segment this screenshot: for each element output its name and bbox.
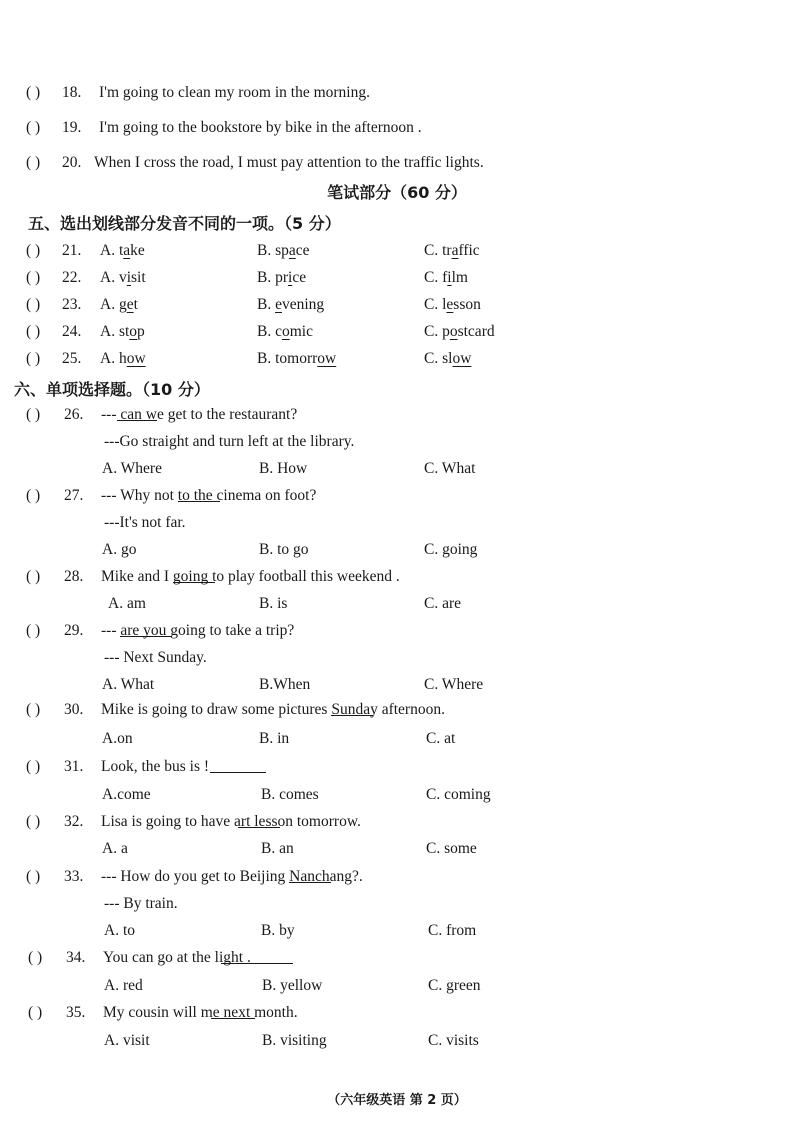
page-footer: （六年级英语 第 2 页） <box>327 1093 467 1108</box>
option-a[interactable]: A. go <box>102 541 137 558</box>
option-c[interactable]: C. from <box>428 922 477 939</box>
option-c[interactable]: C. visits <box>428 1032 479 1049</box>
underlined-letters: o <box>281 323 290 340</box>
answer-blank[interactable] <box>173 568 215 583</box>
option-a[interactable]: A. to <box>104 922 135 939</box>
question-number: 21. <box>62 242 82 259</box>
option-c[interactable] <box>424 323 495 341</box>
answer-paren[interactable]: ( ) <box>26 242 41 259</box>
answer-blank[interactable] <box>211 1004 255 1019</box>
option-a[interactable]: A.come <box>102 786 151 803</box>
option-c[interactable]: C. are <box>424 595 462 612</box>
question-32 <box>0 813 794 839</box>
opt-post: ffic <box>458 242 480 259</box>
option-b[interactable] <box>257 323 313 341</box>
answer-paren[interactable]: ( ) <box>28 1004 43 1021</box>
stem-pre: --- How do you get to Beijing <box>101 868 290 885</box>
question-number: 23. <box>62 296 82 313</box>
stem-pre: Mike is going to draw some pictures <box>101 701 332 718</box>
opt-pre: C. sl <box>424 350 453 367</box>
opt-pre: A. t <box>100 242 124 259</box>
response-line: --- Next Sunday. <box>104 649 207 666</box>
stem-post: can we get to the restaurant? <box>116 406 298 423</box>
question-text: I'm going to the bookstore by bike in the afternoon . <box>99 119 422 136</box>
question-22 <box>0 269 794 295</box>
response-line: ---Go straight and turn left at the library. <box>104 433 355 450</box>
option-b[interactable]: B. an <box>261 840 294 857</box>
option-c[interactable]: C. some <box>426 840 477 857</box>
question-26-options <box>0 460 794 486</box>
opt-pre: C. p <box>424 323 450 340</box>
option-a[interactable] <box>100 323 145 341</box>
answer-blank[interactable] <box>289 868 331 883</box>
response-line: ---It's not far. <box>104 514 186 531</box>
opt-post: sit <box>131 269 146 286</box>
question-35 <box>0 1004 794 1030</box>
option-b[interactable]: B. yellow <box>262 977 323 994</box>
stem-post: are you going to take a trip? <box>120 622 295 639</box>
option-a[interactable]: A. am <box>108 595 146 612</box>
question-29-options <box>0 676 794 702</box>
section-6-heading: 六、单项选择题。（10 分） <box>14 380 210 399</box>
opt-pre: B. sp <box>257 242 289 259</box>
stem-post: Sunday afternoon. <box>331 701 445 718</box>
question-number: 32. <box>64 813 84 830</box>
written-section-title: 笔试部分（60 分） <box>327 183 467 202</box>
opt-pre: A. st <box>100 323 130 340</box>
question-30 <box>0 701 794 727</box>
question-27 <box>0 487 794 513</box>
opt-post: vening <box>281 296 325 313</box>
option-c[interactable]: C. going <box>424 541 478 558</box>
underlined-letters: i <box>288 269 293 286</box>
option-a[interactable]: A. a <box>102 840 128 857</box>
question-29-response <box>0 649 794 675</box>
question-number: 19. <box>62 119 82 136</box>
opt-post: sson <box>453 296 481 313</box>
answer-blank[interactable] <box>210 758 266 773</box>
answer-blank[interactable] <box>178 487 220 502</box>
stem-pre: Look, the bus is <box>101 758 204 775</box>
stem-post: Nanchang?. <box>289 868 363 885</box>
option-c[interactable] <box>424 242 480 260</box>
question-number: 29. <box>64 622 84 639</box>
opt-pre: B. tomorr <box>257 350 318 367</box>
question-18 <box>0 84 794 110</box>
opt-post: ke <box>130 242 145 259</box>
answer-paren[interactable]: ( ) <box>26 622 41 639</box>
section-5-heading: 五、选出划线部分发音不同的一项。（5 分） <box>28 214 341 233</box>
answer-paren[interactable]: ( ) <box>26 568 41 585</box>
option-b[interactable]: B. comes <box>261 786 319 803</box>
question-27-response <box>0 514 794 540</box>
opt-pre: A. g <box>100 296 127 313</box>
option-b[interactable]: B. in <box>259 730 290 747</box>
question-number: 31. <box>64 758 84 775</box>
option-a[interactable]: A. visit <box>104 1032 150 1049</box>
underlined-letters: o <box>129 323 138 340</box>
answer-paren[interactable]: ( ) <box>28 949 43 966</box>
answer-blank[interactable] <box>117 406 157 421</box>
option-b[interactable] <box>257 269 306 287</box>
answer-paren[interactable]: ( ) <box>26 119 41 136</box>
option-b[interactable]: B.When <box>259 676 311 693</box>
opt-post: ce <box>295 242 310 259</box>
question-20 <box>0 154 794 180</box>
underlined-letters: a <box>123 242 131 259</box>
question-number: 24. <box>62 323 82 340</box>
question-34-options <box>0 977 794 1003</box>
option-a[interactable] <box>100 269 146 287</box>
option-c[interactable] <box>424 350 471 368</box>
question-27-options <box>0 541 794 567</box>
opt-post: t <box>133 296 138 313</box>
answer-paren[interactable]: ( ) <box>26 868 41 885</box>
opt-pre: B. <box>257 296 276 313</box>
question-24 <box>0 323 794 349</box>
option-c[interactable]: C. Where <box>424 676 484 693</box>
stem-post: going to play football this weekend . <box>172 568 400 585</box>
option-c[interactable]: C. at <box>426 730 456 747</box>
stem-post: art lesson tomorrow. <box>234 813 361 830</box>
opt-post: mic <box>289 323 313 340</box>
underlined-letters: i <box>126 269 132 286</box>
answer-paren[interactable]: ( ) <box>26 758 41 775</box>
underlined-letters: a <box>288 242 296 259</box>
question-number: 27. <box>64 487 84 504</box>
stem-pre: --- <box>101 622 121 639</box>
question-34 <box>0 949 794 975</box>
option-a[interactable]: A. red <box>104 977 143 994</box>
question-31-options <box>0 786 794 812</box>
underlined-letters: a <box>451 242 459 259</box>
stem-pre: My cousin will <box>103 1004 201 1021</box>
question-25 <box>0 350 794 376</box>
stem-pre: Lisa is going to have <box>101 813 235 830</box>
question-text: I'm going to clean my room in the morning. <box>99 84 370 101</box>
opt-post: stcard <box>457 323 495 340</box>
opt-pre: C. tr <box>424 242 452 259</box>
option-c[interactable] <box>424 269 468 287</box>
underlined-letters: ow <box>452 350 472 367</box>
opt-post: lm <box>451 269 468 286</box>
question-number: 28. <box>64 568 84 585</box>
option-c[interactable] <box>424 296 481 314</box>
response-line: --- By train. <box>104 895 178 912</box>
option-a[interactable]: A.on <box>102 730 133 747</box>
underlined-letters: ow <box>317 350 337 367</box>
opt-pre: C. l <box>424 296 447 313</box>
opt-pre: A. v <box>100 269 127 286</box>
question-35-options <box>0 1032 794 1058</box>
question-number: 18. <box>62 84 82 101</box>
question-30-options <box>0 730 794 756</box>
answer-paren[interactable]: ( ) <box>26 701 41 718</box>
underlined-letters: i <box>447 269 452 286</box>
answer-paren[interactable]: ( ) <box>26 296 41 313</box>
answer-paren[interactable]: ( ) <box>26 487 41 504</box>
underlined-letters: e <box>126 296 134 313</box>
underlined-letters: e <box>275 296 282 313</box>
opt-pre: C. f <box>424 269 448 286</box>
answer-blank[interactable] <box>221 949 293 964</box>
question-number: 22. <box>62 269 82 286</box>
question-number: 26. <box>64 406 84 423</box>
option-b[interactable]: B. How <box>259 460 308 477</box>
underlined-letters: ow <box>126 350 146 367</box>
question-number: 25. <box>62 350 82 367</box>
option-b[interactable]: B. is <box>259 595 288 612</box>
underlined-letters: e <box>446 296 454 313</box>
option-b[interactable] <box>257 242 310 260</box>
question-26-response <box>0 433 794 459</box>
option-a[interactable] <box>100 350 146 368</box>
option-b[interactable]: B. by <box>261 922 295 939</box>
stem-post: ! <box>203 758 210 775</box>
question-19 <box>0 119 794 145</box>
answer-paren[interactable]: ( ) <box>26 84 41 101</box>
answer-paren[interactable]: ( ) <box>26 350 41 367</box>
answer-blank[interactable] <box>238 813 280 828</box>
option-b[interactable] <box>257 296 324 314</box>
option-a[interactable] <box>100 242 145 260</box>
stem-post: light . <box>214 949 251 966</box>
question-23 <box>0 296 794 322</box>
question-28 <box>0 568 794 594</box>
option-c[interactable]: C. What <box>424 460 476 477</box>
question-28-options <box>0 595 794 621</box>
answer-blank[interactable] <box>331 701 373 716</box>
answer-paren[interactable]: ( ) <box>26 406 41 423</box>
option-b[interactable]: B. visiting <box>262 1032 327 1049</box>
question-32-options <box>0 840 794 866</box>
question-21 <box>0 242 794 268</box>
question-number: 30. <box>64 701 84 718</box>
stem-pre: --- <box>101 406 117 423</box>
question-33-options <box>0 922 794 948</box>
underlined-letters: o <box>449 323 458 340</box>
opt-post: p <box>137 323 145 340</box>
question-number: 33. <box>64 868 84 885</box>
question-31 <box>0 758 794 784</box>
option-b[interactable] <box>257 350 336 368</box>
stem-pre: You can go at the <box>103 949 215 966</box>
answer-paren[interactable]: ( ) <box>26 154 41 171</box>
opt-post: ce <box>292 269 307 286</box>
stem-post: to the cinema on foot? <box>177 487 317 504</box>
stem-post: me next month. <box>200 1004 298 1021</box>
answer-blank[interactable] <box>120 622 172 637</box>
option-b[interactable]: B. to go <box>259 541 309 558</box>
answer-paren[interactable]: ( ) <box>26 323 41 340</box>
question-number: 35. <box>66 1004 86 1021</box>
question-text: When I cross the road, I must pay attention to the traffic lights. <box>94 154 484 171</box>
stem-pre: Mike and I <box>101 568 173 585</box>
question-number: 20. <box>62 154 82 171</box>
option-a[interactable] <box>100 296 138 314</box>
answer-paren[interactable]: ( ) <box>26 813 41 830</box>
opt-pre: B. c <box>257 323 282 340</box>
question-33 <box>0 868 794 894</box>
question-29 <box>0 622 794 648</box>
opt-pre: B. pr <box>257 269 288 286</box>
opt-pre: A. h <box>100 350 127 367</box>
stem-pre: --- Why not <box>101 487 178 504</box>
question-26 <box>0 406 794 432</box>
option-c[interactable]: C. green <box>428 977 481 994</box>
option-c[interactable]: C. coming <box>426 786 491 803</box>
option-a[interactable]: A. Where <box>102 460 162 477</box>
option-a[interactable]: A. What <box>102 676 155 693</box>
answer-paren[interactable]: ( ) <box>26 269 41 286</box>
question-number: 34. <box>66 949 86 966</box>
question-33-response <box>0 895 794 921</box>
